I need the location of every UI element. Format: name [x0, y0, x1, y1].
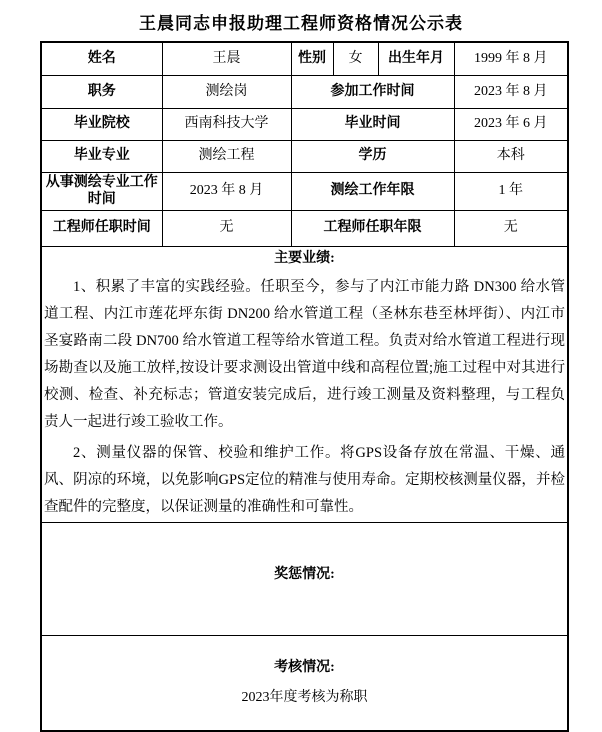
achievements-paragraph-2: 2、测量仪器的保管、校验和维护工作。将GPS设备存放在常温、干燥、通风、阴凉的环境，以免影响GPS定位的精准与使用寿命。定期校核测量仪器，并检查配件的完整度，以保证测量的准确性和可靠性。	[44, 444, 565, 515]
gender-value: 女	[333, 42, 378, 75]
major-value: 测绘工程	[162, 140, 291, 172]
work-start-label: 参加工作时间	[291, 75, 454, 108]
surveying-start-value: 2023 年 8 月	[162, 172, 291, 210]
engineer-years-value: 无	[454, 210, 568, 246]
table-row	[41, 140, 568, 172]
assessment-label: 考核情况:	[274, 659, 335, 675]
graduation-label: 毕业时间	[291, 108, 454, 140]
assessment-row	[41, 635, 568, 731]
major-label: 毕业专业	[41, 140, 162, 172]
surveying-years-label: 测绘工作年限	[291, 172, 454, 210]
graduation-value: 2023 年 6 月	[454, 108, 568, 140]
page-title: 王晨同志申报助理工程师资格情况公示表	[139, 14, 463, 33]
achievements-row	[41, 246, 568, 522]
name-label: 姓名	[41, 42, 162, 75]
birth-value: 1999 年 8 月	[454, 42, 568, 75]
school-value: 西南科技大学	[162, 108, 291, 140]
engineer-years-label: 工程师任职年限	[291, 210, 454, 246]
gender-label: 性别	[291, 42, 333, 75]
table-row	[41, 108, 568, 140]
education-value: 本科	[454, 140, 568, 172]
school-label: 毕业院校	[41, 108, 162, 140]
table-row	[41, 172, 568, 210]
achievements-label: 主要业绩:	[274, 250, 335, 266]
rewards-row	[41, 522, 568, 635]
achievements-section	[41, 246, 568, 522]
achievements-paragraph-1: 1、积累了丰富的实践经验。任职至今，参与了内江市能力路 DN300 给水管道工程、内江市莲花坪东街 DN200 给水管道工程（圣林东巷至林坪街）、内江市圣宴路南二段 DN700 给水管道工程等给水管道工程。负责对给水管道工程进行现场勘查以及施工放样,按设计要求测设出管道中线和高程位置;施工过程中对其进行校测、检查、补充标志；管道安装完成后，进行竣工测量及资料整理，与工程负责人一起进行竣工验收工作。	[44, 278, 565, 430]
assessment-section	[41, 635, 568, 731]
qualification-table	[40, 41, 569, 732]
birth-label: 出生年月	[378, 42, 454, 75]
position-value: 测绘岗	[162, 75, 291, 108]
table-row	[41, 42, 568, 75]
surveying-years-value: 1 年	[454, 172, 568, 210]
engineer-start-value: 无	[162, 210, 291, 246]
engineer-start-label: 工程师任职时间	[41, 210, 162, 246]
assessment-content: 2023年度考核为称职	[241, 689, 368, 705]
work-start-value: 2023 年 8 月	[454, 75, 568, 108]
rewards-label: 奖惩情况:	[274, 566, 335, 582]
education-label: 学历	[291, 140, 454, 172]
rewards-section	[41, 522, 568, 635]
position-label: 职务	[41, 75, 162, 108]
table-row	[41, 210, 568, 246]
surveying-start-label: 从事测绘专业工作时间	[41, 172, 162, 210]
table-row	[41, 75, 568, 108]
name-value: 王晨	[162, 42, 291, 75]
